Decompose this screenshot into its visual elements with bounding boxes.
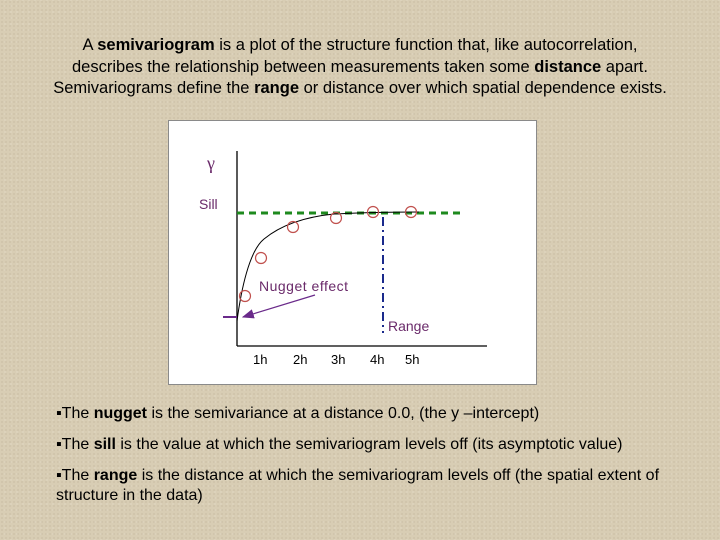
semivariogram-figure — [168, 120, 537, 385]
range-definition: ▪The range is the distance at which the semivariogram levels off (the spatial extent of structure in the data) — [56, 467, 660, 504]
nugget-definition: ▪The nugget is the semivariance at a distance 0.0, (the y –intercept) — [56, 405, 540, 422]
x-tick-label: 3h — [331, 352, 346, 367]
sill-definition: ▪The sill is the value at which the semivariogram levels off (its asymptotic value) — [56, 436, 623, 453]
term-distance: distance — [534, 57, 602, 76]
definition-list — [56, 404, 706, 517]
slide-title — [0, 35, 720, 100]
semivariogram-diagram — [169, 121, 536, 384]
range-label: Range — [388, 318, 430, 334]
sill-label: Sill — [199, 196, 218, 212]
nugget-arrow — [243, 295, 315, 317]
y-axis-symbol: γ — [207, 153, 215, 173]
x-tick-label: 4h — [370, 352, 385, 367]
title-line-1: A semivariogram is a plot of the structure function that, like autocorrelation, — [82, 36, 638, 54]
title-line-2: describes the relationship between measurements taken some distance apart. — [72, 57, 648, 76]
x-tick-label: 1h — [253, 352, 268, 367]
title-line-3: Semivariograms define the range or distance over which spatial dependence exists. — [53, 79, 667, 97]
term-range: range — [254, 79, 299, 97]
semivariogram-curve — [237, 212, 419, 321]
x-tick-label: 5h — [405, 352, 420, 367]
nugget-effect-label: Nugget effect — [259, 278, 349, 294]
data-point — [256, 253, 267, 264]
term-semivariogram: semivariogram — [97, 36, 215, 54]
x-tick-label: 2h — [293, 352, 308, 367]
